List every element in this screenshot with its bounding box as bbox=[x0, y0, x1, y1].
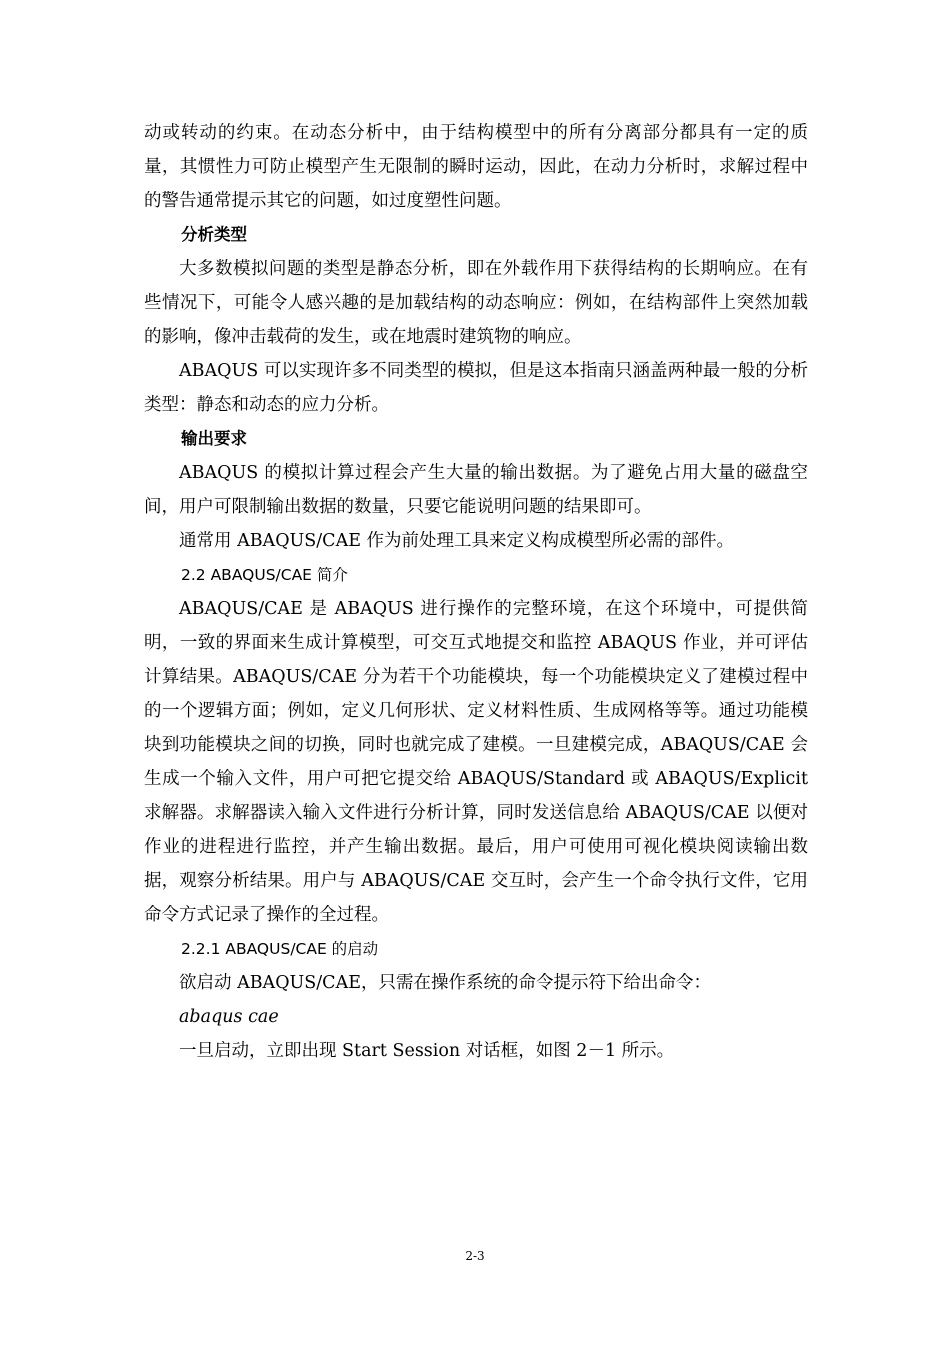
command-abaqus-cae: abaqus cae bbox=[179, 1007, 279, 1027]
paragraph-simulation-types: ABAQUS 可以实现许多不同类型的模拟，但是这本指南只涵盖两种最一般的分析类型：静态和动态的应力分析。 bbox=[144, 361, 808, 415]
heading-section-2-2-1: 2.2.1 ABAQUS/CAE 的启动 bbox=[181, 940, 379, 958]
paragraph-static-analysis: 大多数模拟问题的类型是静态分析，即在外载作用下获得结构的长期响应。在有些情况下，可能令人感兴趣的是加载结构的动态响应：例如，在结构部件上突然加载的影响，像冲击载荷的发生，或在地震时建筑物的响应。 bbox=[144, 259, 808, 347]
paragraph-output-data: ABAQUS 的模拟计算过程会产生大量的输出数据。为了避免占用大量的磁盘空间，用户可限制输出数据的数量，只要它能说明问题的结果即可。 bbox=[144, 463, 808, 517]
heading-analysis-types: 分析类型 bbox=[181, 225, 247, 244]
document-body bbox=[144, 116, 808, 1068]
heading-output-requirements: 输出要求 bbox=[181, 429, 247, 448]
paragraph-start-instruction: 欲启动 ABAQUS/CAE，只需在操作系统的命令提示符下给出命令： bbox=[179, 973, 711, 993]
paragraph-preprocessing: 通常用 ABAQUS/CAE 作为前处理工具来定义构成模型所必需的部件。 bbox=[179, 531, 735, 551]
paragraph-start-session: 一旦启动，立即出现 Start Session 对话框，如图 2－1 所示。 bbox=[179, 1041, 675, 1061]
page-number: 2-3 bbox=[465, 1249, 485, 1263]
heading-section-2-2: 2.2 ABAQUS/CAE 简介 bbox=[181, 566, 348, 584]
paragraph-constraint-continuation: 动或转动的约束。在动态分析中，由于结构模型中的所有分离部分都具有一定的质量，其惯性力可防止模型产生无限制的瞬时运动，因此，在动力分析时，求解过程中的警告通常提示其它的问题，如过度塑性问题。 bbox=[144, 123, 808, 211]
paragraph-cae-intro: ABAQUS/CAE 是 ABAQUS 进行操作的完整环境，在这个环境中，可提供简明，一致的界面来生成计算模型，可交互式地提交和监控 ABAQUS 作业，并可评估计算结果。ABAQUS/CAE 分为若干个功能模块，每一个功能模块定义了建模过程中的一个逻辑方面；例如，定义几何形状、定义材料性质、生成网格等等。通过功能模块到功能模块之间的切换，同时也就完成了建模。一旦建模完成，ABAQUS/CAE 会生成一个输入文件，用户可把它提交给 ABAQUS/Standard 或 ABAQUS/Explicit 求解器。求解器读入输入文件进行分析计算，同时发送信息给 ABAQUS/CAE 以便对作业的进程进行监控，并产生输出数据。最后，用户可使用可视化模块阅读输出数据，观察分析结果。用户与 ABAQUS/CAE 交互时，会产生一个命令执行文件，它用命令方式记录了操作的全过程。 bbox=[144, 599, 808, 925]
